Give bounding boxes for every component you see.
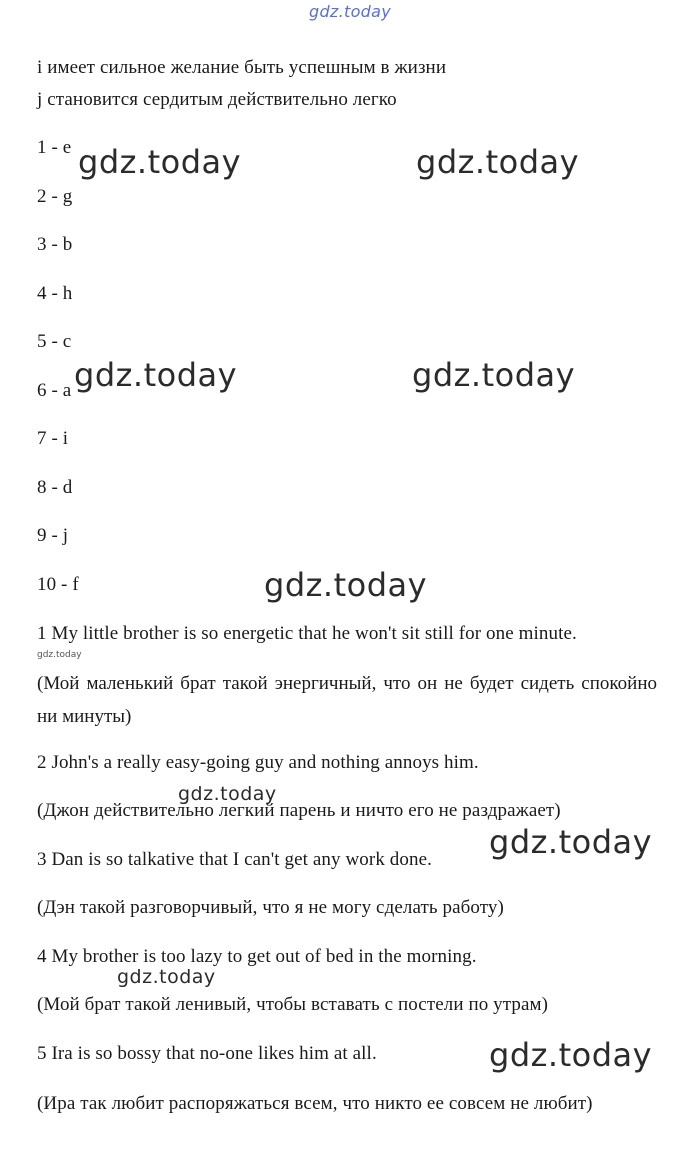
match-answer-4: 4 - h xyxy=(37,283,73,304)
watermark: gdz.today xyxy=(37,650,82,660)
watermark: gdz.today xyxy=(412,356,576,394)
watermark: gdz.today xyxy=(117,966,216,988)
watermark: gdz.today xyxy=(489,823,653,861)
match-answer-10: 10 - f xyxy=(37,574,79,595)
watermark: gdz.today xyxy=(489,1036,653,1074)
match-answer-8: 8 - d xyxy=(37,477,73,498)
match-answer-3: 3 - b xyxy=(37,234,73,255)
sentence-5-translation: (Ира так любит распоряжаться всем, что никто ее совсем не любит) xyxy=(37,1093,593,1114)
match-answer-1: 1 - e xyxy=(37,137,72,158)
match-answer-9: 9 - j xyxy=(37,525,69,546)
sentence-2-english: 2 John's a really easy-going guy and nothing annoys him. xyxy=(37,752,479,773)
sentence-1-translation: (Мой маленький брат такой энергичный, что он не будет сидеть спокойно ни минуты) xyxy=(37,673,657,727)
match-answer-2: 2 - g xyxy=(37,186,73,207)
watermark: gdz.today xyxy=(416,143,580,181)
watermark: gdz.today xyxy=(178,783,277,805)
translation-line-j: j становится сердитым действительно легко xyxy=(37,89,397,110)
sentence-4-english: 4 My brother is too lazy to get out of bed in the morning. xyxy=(37,946,477,967)
match-answer-7: 7 - i xyxy=(37,428,69,449)
sentence-4-translation: (Мой брат такой ленивый, чтобы вставать с постели по утрам) xyxy=(37,994,549,1015)
match-answer-6: 6 - a xyxy=(37,380,72,401)
match-answer-5: 5 - c xyxy=(37,331,72,352)
watermark: gdz.today xyxy=(264,566,428,604)
sentence-5-english: 5 Ira is so bossy that no-one likes him at all. xyxy=(37,1043,377,1064)
sentence-3-english: 3 Dan is so talkative that I can't get any work done. xyxy=(37,849,432,870)
watermark: gdz.today xyxy=(74,356,238,394)
sentence-1-english: 1 My little brother is so energetic that he won't sit still for one minute. xyxy=(37,623,577,644)
sentence-2-translation: (Джон действительно легкий парень и ничто его не раздражает) xyxy=(37,800,561,821)
watermark-top: gdz.today xyxy=(309,2,391,21)
sentence-3-translation: (Дэн такой разговорчивый, что я не могу сделать работу) xyxy=(37,897,504,918)
watermark: gdz.today xyxy=(78,143,242,181)
translation-line-i: i имеет сильное желание быть успешным в жизни xyxy=(37,57,447,78)
